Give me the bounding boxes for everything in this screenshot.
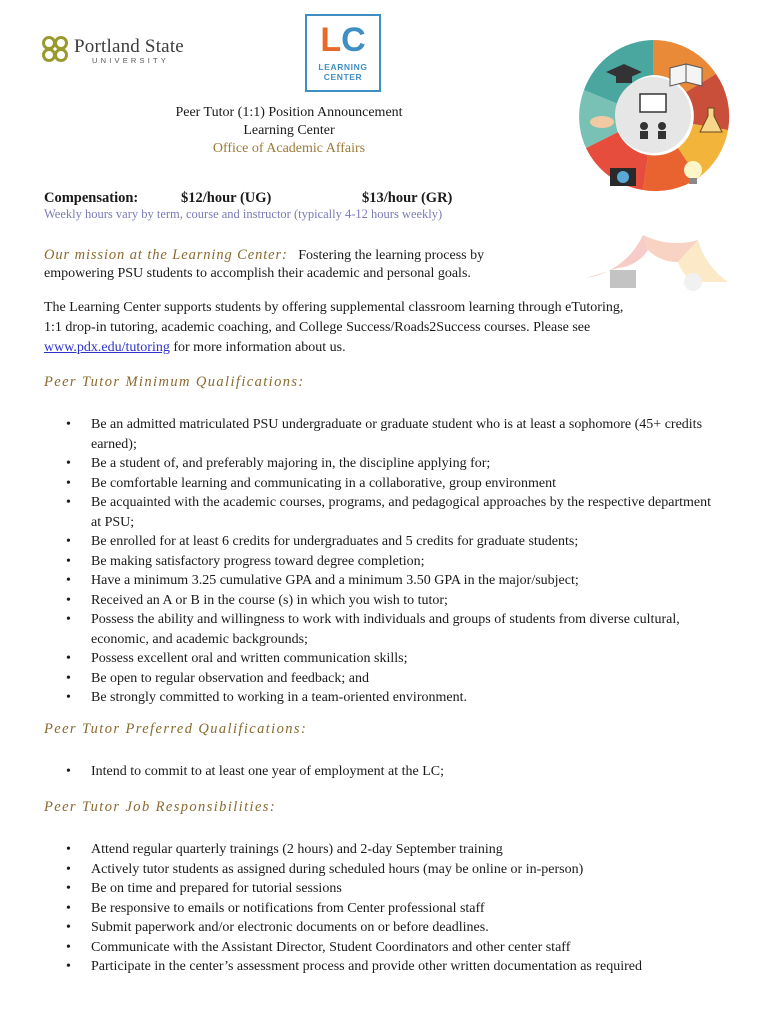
learning-center-logo <box>305 14 381 92</box>
office-name: Office of Academic Affairs <box>212 141 366 156</box>
preferred-qualifications-heading: Peer Tutor Preferred Qualifications: <box>44 721 308 737</box>
list-item: • Be strongly committed to working in a team-oriented environment. <box>66 688 716 708</box>
list-item: • Be a student of, and preferably majoring in, the discipline applying for; <box>66 454 716 474</box>
list-item: • Be enrolled for at least 6 credits for undergraduates and 5 credits for graduate students; <box>66 532 716 552</box>
list-item: • Attend regular quarterly trainings (2 hours) and 2-day September training <box>66 840 716 860</box>
list-item: • Be making satisfactory progress toward degree completion; <box>66 552 716 572</box>
lc-sub-learning: LEARNING <box>318 62 368 72</box>
responsibilities-list <box>66 840 716 977</box>
preferred-qualifications-list <box>66 762 716 782</box>
list-item: • Be acquainted with the academic courses, programs, and pedagogical approaches by the respective department at PSU; <box>66 493 716 532</box>
announcement-title: Peer Tutor (1:1) Position Announcement <box>175 105 403 120</box>
responsibilities-heading: Peer Tutor Job Responsibilities: <box>44 799 277 815</box>
list-item: • Be comfortable learning and communicating in a collaborative, group environment <box>66 474 716 494</box>
psu-university-label: UNIVERSITY <box>92 56 170 65</box>
support-text: The Learning Center supports students by offering supplemental classroom learning through eTutoring, 1:1 drop-in tutoring, academic coaching, and College Success/Roads2Success courses. Please see <box>44 300 624 335</box>
list-item: • Be an admitted matriculated PSU undergraduate or graduate student who is at least a sophomore (45+ credits earned); <box>66 415 716 454</box>
mission-paragraph <box>44 246 544 283</box>
psu-emblem-icon <box>40 34 70 64</box>
list-item: • Received an A or B in the course (s) in which you wish to tutor; <box>66 591 716 611</box>
center-name: Learning Center <box>243 123 335 138</box>
mission-text: Fostering the learning process by empowering PSU students to accomplish their academic and personal goals. <box>44 248 485 281</box>
handshake-icon <box>590 116 614 128</box>
weekly-hours-note: Weekly hours vary by term, course and instructor (typically 4-12 hours weekly) <box>44 207 443 221</box>
mission-heading: Our mission at the Learning Center: <box>44 247 288 263</box>
list-item: • Intend to commit to at least one year of employment at the LC; <box>66 762 716 782</box>
compensation-label: Compensation: <box>44 190 139 206</box>
list-item: • Be responsive to emails or notifications from Center professional staff <box>66 899 716 919</box>
list-item: • Have a minimum 3.25 cumulative GPA and a minimum 3.50 GPA in the major/subject; <box>66 571 716 591</box>
list-item: • Actively tutor students as assigned during scheduled hours (may be online or in-person) <box>66 860 716 880</box>
announcement-title-block <box>130 104 448 158</box>
psu-logo <box>40 34 190 78</box>
list-item: • Be on time and prepared for tutorial sessions <box>66 879 716 899</box>
list-item: • Possess the ability and willingness to work with individuals and groups of students from diverse cultural, economic, and academic backgrounds; <box>66 610 716 649</box>
globe-monitor-icon <box>610 168 636 186</box>
compensation-ug: $12/hour (UG) <box>181 190 272 206</box>
list-item: • Participate in the center’s assessment process and provide other written documentation as required <box>66 957 716 977</box>
min-qualifications-heading: Peer Tutor Minimum Qualifications: <box>44 374 305 390</box>
psu-wordmark: Portland State <box>74 36 184 57</box>
list-item: • Be open to regular observation and feedback; and <box>66 669 716 689</box>
compensation-gr: $13/hour (GR) <box>362 190 453 206</box>
list-item: • Communicate with the Assistant Director, Student Coordinators and other center staff <box>66 938 716 958</box>
min-qualifications-list <box>66 415 716 708</box>
support-paragraph <box>44 298 644 358</box>
lc-sub-center: CENTER <box>323 72 363 82</box>
learning-wheel-graphic <box>558 20 748 320</box>
tutoring-link[interactable]: www.pdx.edu/tutoring <box>44 340 170 355</box>
support-text-end: for more information about us. <box>169 340 346 355</box>
lc-letters: LC <box>320 21 366 59</box>
list-item: • Possess excellent oral and written communication skills; <box>66 649 716 669</box>
list-item: • Submit paperwork and/or electronic documents on or before deadlines. <box>66 918 716 938</box>
